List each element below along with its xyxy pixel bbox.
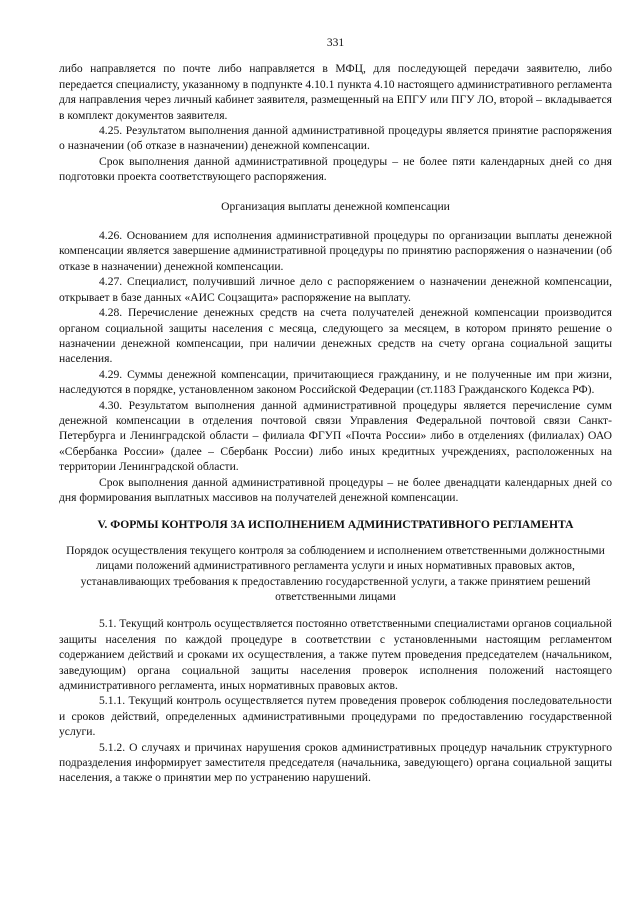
- paragraph-4-26: 4.26. Основанием для исполнения административной процедуры по организации выплаты денежной компенсации является завершение административной процедуры по принятию распоряжения о назначении (об отказе в назначении) денежной компенсации.: [59, 229, 612, 273]
- subheading-current-control: Порядок осуществления текущего контроля за соблюдением и исполнением ответственными должностными лицами положений административного регламента услуги и иных нормативных правовых актов, устанавливающих требования к предоставлению государственной услуги, а также принятием решений ответственными лицами: [66, 543, 605, 603]
- section-heading-v: V. ФОРМЫ КОНТРОЛЯ ЗА ИСПОЛНЕНИЕМ АДМИНИСТРАТИВНОГО РЕГЛАМЕНТА: [97, 518, 574, 532]
- paragraph-4-27: 4.27. Специалист, получивший личное дело с распоряжением о назначении денежной компенсации, открывает в базе данных «АИС Соцзащита» распоряжение на выплату.: [59, 275, 612, 304]
- paragraph-5-1: 5.1. Текущий контроль осуществляется постоянно ответственными специалистами органов социальной защиты населения по каждой процедуре в соответствии с установленными настоящим регламентом содержанием действий и сроками их осуществления, а также путем проведения председателем (начальником, заведующим) органа социальной защиты населения проверок исполнения положений настоящего административного регламента, иных нормативных правовых актов.: [59, 617, 612, 693]
- subheading-payment-organization: Организация выплаты денежной компенсации: [221, 199, 450, 213]
- page-number: 331: [326, 37, 345, 49]
- paragraph-4-28: 4.28. Перечисление денежных средств на счета получателей денежной компенсации производится органом социальной защиты населения с месяца, следующего за месяцем, в котором принято решение о назначении денежной компенсации, при наличии денежных средств на счету органа социальной защиты населения.: [59, 306, 612, 366]
- paragraph-term-12-days: Срок выполнения данной административной процедуры – не более двенадцати календарных дней со дня формирования выплатных массивов на получателей денежной компенсации.: [59, 475, 612, 504]
- paragraph-4-29: 4.29. Суммы денежной компенсации, причитающиеся гражданину, и не полученные им при жизни, наследуются в порядке, установленном законом Российской Федерации (ст.1183 Гражданского Кодекса РФ).: [59, 367, 612, 397]
- document-page: [59, 36, 612, 786]
- paragraph-delivery-continuation: либо направляется по почте либо направляется в МФЦ, для последующей передачи заявителю, либо передается специалисту, указанному в подпункте 4.10.1 пункта 4.10 настоящего административного регламента для направления через личный кабинет заявителя, размещенный на ЕПГУ или ПГУ ЛО, второй – вкладывается в комплект документов заявителя.: [59, 62, 612, 122]
- paragraph-term-5-days: Срок выполнения данной административной процедуры – не более пяти календарных дней со дня подготовки проекта соответствующего распоряжения.: [59, 154, 612, 184]
- paragraph-5-1-1: 5.1.1. Текущий контроль осуществляется путем проведения проверок соблюдения последовательности и сроков действий, определенных административными процедурами по предоставлению государственной услуги.: [59, 694, 612, 739]
- paragraph-5-1-2: 5.1.2. О случаях и причинах нарушения сроков административных процедур начальник структурного подразделения информирует заместителя председателя (начальника, заведующего) органа социальной защиты населения, а также о принятии мер по устранению нарушений.: [59, 740, 612, 785]
- paragraph-4-30: 4.30. Результатом выполнения данной административной процедуры является перечисление сумм денежной компенсации в отделения почтовой связи Управления Федеральной почтовой связи Санкт-Петербурга и Ленинградской области – филиала ФГУП «Почта России» либо в отделениях (филиалах) ОАО «Сбербанка России» (далее – Сбербанк России) либо иных кредитных учреждениях, расположенных на территории Ленинградской области.: [59, 398, 612, 474]
- paragraph-4-25: 4.25. Результатом выполнения данной административной процедуры является принятие распоряжения о назначении (об отказе в назначении) денежной компенсации.: [59, 124, 612, 153]
